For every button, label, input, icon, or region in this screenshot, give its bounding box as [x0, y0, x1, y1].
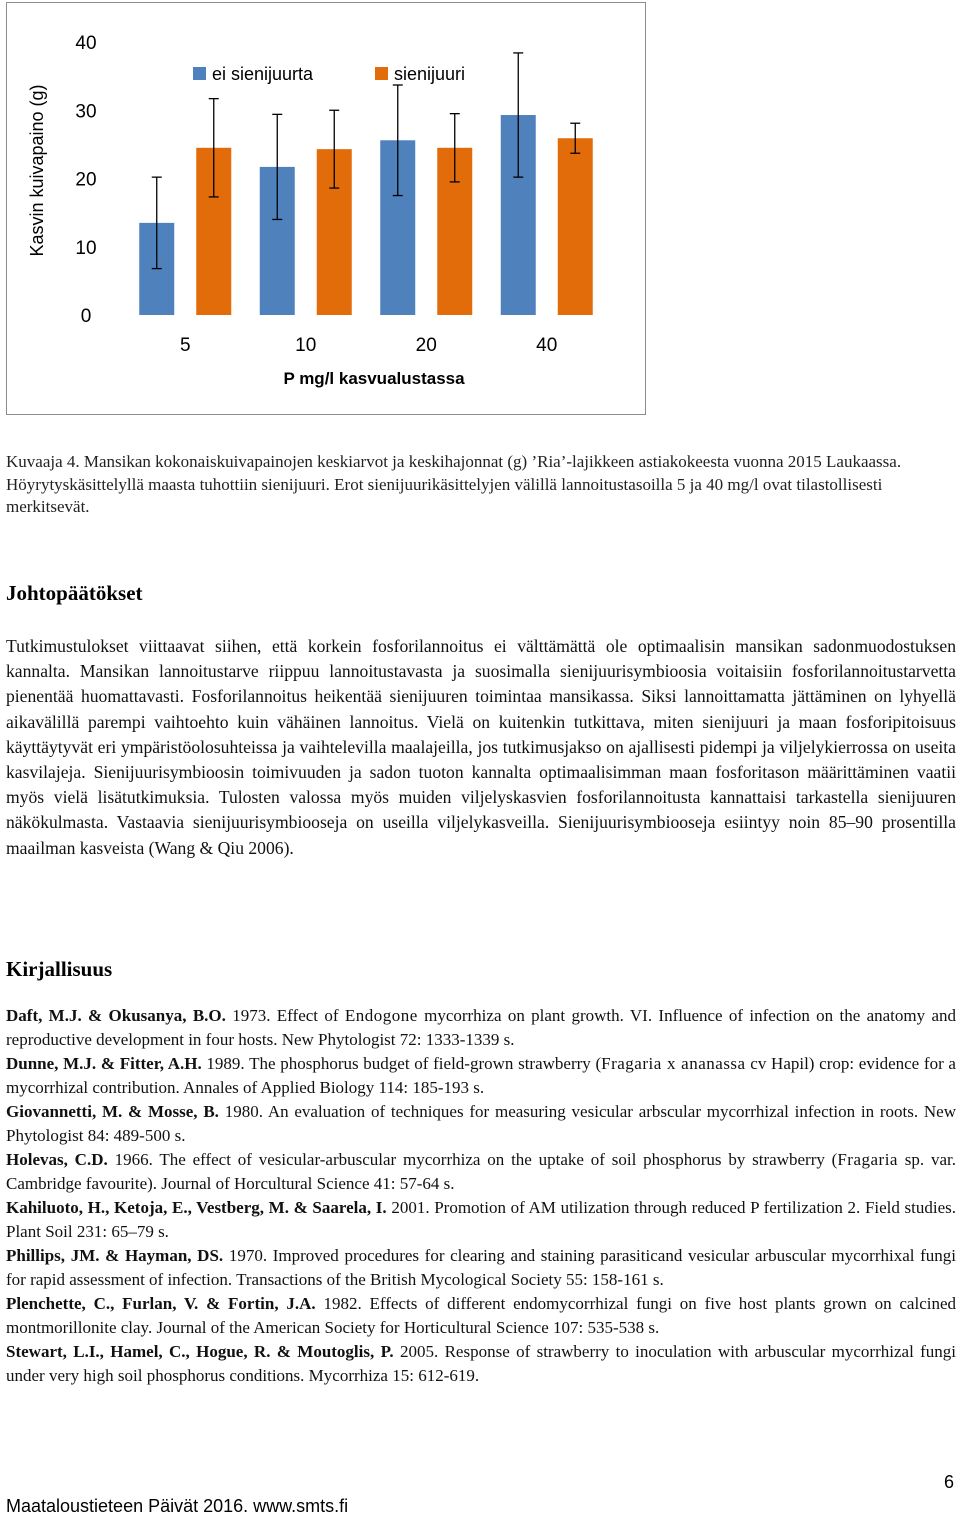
reference-pre: The phosphorus budget of field-grown strawberry ( [249, 1054, 602, 1073]
reference-pre: Effect of [276, 1006, 345, 1025]
figure-caption: Kuvaaja 4. Mansikan kokonaiskuivapainojen keskiarvot ja keskihajonnat (g) ’Ria’-lajikkeen astiakokeesta vuonna 2015 Laukaassa. Höyrytyskäsittelyllä maasta tuhottiin sienijuuri. Erot sienijuurikäsittelyjen välillä lannoitustasoilla 5 ja 40 mg/l ovat tilastollisesti merkitsevät. [6, 452, 902, 516]
legend-label: ei sienijuurta [212, 64, 314, 84]
y-tick-label: 10 [75, 237, 97, 259]
reference-year: 2001. [391, 1198, 430, 1217]
reference-authors: Kahiluoto, H., Ketoja, E., Vestberg, M. & Saarela, I. [6, 1198, 387, 1217]
legend-label: sienijuuri [394, 64, 466, 84]
y-tick-label: 40 [75, 33, 97, 54]
reference-pre: Promotion of AM utilization through reduced P fertilization 2. Field studies. Plant Soil 231: 65–79 s. [6, 1198, 957, 1241]
reference-year: 1966. [114, 1150, 153, 1169]
y-tick-label: 30 [75, 101, 97, 123]
reference-authors: Holevas, C.D. [6, 1150, 108, 1169]
reference-pre: Response of strawberry to inoculation with arbuscular mycorrhizal fungi under very high soil phosphorus conditions. Mycorrhiza 15: 612-619. [6, 1342, 957, 1385]
reference-item [6, 1244, 956, 1292]
bar-chart [6, 2, 646, 415]
page-footer: Maataloustieteen Päivät 2016. www.smts.fi [6, 1496, 349, 1516]
reference-year: 1970. [228, 1246, 268, 1265]
reference-authors: Dunne, M.J. & Fitter, A.H. [6, 1054, 202, 1073]
reference-item [6, 1340, 956, 1388]
reference-list [6, 1004, 956, 1388]
conclusions-paragraph: Tutkimustulokset viittaavat siihen, että korkein fosforilannoitus ei välttämättä ole optimaalisin mansikan sadonmuodostuksen kannalta. Mansikan lannoitustarve riippuu lannoitustavasta ja suosimalla sienijuurisymbioosia voitaisiin fosforilannoitustarvetta pienentää huomattavasti. Fosforilannoitus heikentää sienijuuren toimintaa mansikassa. Siksi lannoittamatta jättäminen on lyhyellä aikavälillä parempi vaihtoehto kuin vähäinen lannoitus. Vielä on kuitenkin tutkittava, miten sienijuuri ja maan fosforipitoisuus käyttäytyvät eri ympäristöolosuhteissa ja vaihtelevilla maalajeilla, jos tutkimusjakso on ajallisesti pidempi ja viljelykierrossa on useita kasvilajeja. Sienijuurisymbioosin toimivuuden ja sadon tuoton kannalta optimaalisimman maan fosforitason määrittäminen vaatii myös vielä lisätutkimuksia. Tulosten valossa myös muiden viljelyskasvien fosforilannoitusta kannattaisi tarkastella sienijuuren näkökulmasta. Vastaavia sienijuurisymbiooseja on useilla viljelykasveilla. Sienijuurisymbiooseja esiintyy noin 85–90 prosentilla maailman kasveista (Wang & Qiu 2006). [6, 636, 956, 858]
reference-year: 1982. [323, 1294, 362, 1313]
legend-swatch [193, 67, 206, 80]
y-tick-label: 20 [75, 169, 97, 191]
reference-year: 1980. [224, 1102, 263, 1121]
reference-pre: Improved procedures for clearing and staining parasiticand vesicular arbuscular mycorrhixal fungi for rapid assessment of infection. Transactions of the British Mycological Society 55: 158-161 s. [6, 1246, 957, 1289]
bar-fungus [558, 138, 593, 315]
reference-authors: Giovannetti, M. & Mosse, B. [6, 1102, 219, 1121]
reference-item [6, 1196, 956, 1244]
reference-italic: Fragaria x ananassa [601, 1054, 746, 1073]
reference-authors: Stewart, L.I., Hamel, C., Hogue, R. & Moutoglis, P. [6, 1342, 394, 1361]
reference-authors: Plenchette, C., Furlan, V. & Fortin, J.A. [6, 1294, 316, 1313]
chart-canvas [7, 3, 645, 414]
x-axis-label: P mg/l kasvualustassa [283, 369, 465, 388]
reference-post: cv Hapil) crop: evidence for a mycorrhizal contribution. Annales of Applied Biology 114: 185-193 s. [6, 1054, 956, 1097]
x-tick-label: 10 [295, 335, 317, 356]
legend-swatch [375, 67, 388, 80]
y-axis-label: Kasvin kuivapaino (g) [27, 84, 47, 257]
reference-year: 1973. [232, 1006, 271, 1025]
references-heading: Kirjallisuus [6, 957, 113, 981]
reference-pre: An evaluation of techniques for measuring vesicular arbscular mycorrhizal infection in roots. New Phytologist 84: 489-500 s. [6, 1102, 957, 1145]
reference-year: 2005. [400, 1342, 439, 1361]
reference-italic: Endogone [344, 1006, 418, 1025]
reference-item [6, 1148, 956, 1196]
reference-item [6, 1004, 956, 1052]
reference-item [6, 1052, 956, 1100]
reference-authors: Phillips, JM. & Hayman, DS. [6, 1246, 224, 1265]
y-tick-label: 0 [80, 306, 92, 327]
reference-post: sp. var. Cambridge favourite). Journal of Horcultural Science 41: 57-64 s. [6, 1150, 957, 1193]
reference-authors: Daft, M.J. & Okusanya, B.O. [6, 1006, 226, 1025]
conclusions-heading: Johtopäätökset [6, 581, 143, 605]
reference-italic: Fragaria [837, 1150, 898, 1169]
reference-item [6, 1100, 956, 1148]
x-tick-label: 5 [179, 335, 191, 356]
x-tick-label: 40 [536, 335, 558, 356]
reference-item [6, 1292, 956, 1340]
reference-year: 1989. [206, 1054, 245, 1073]
reference-pre: The effect of vesicular-arbuscular mycorrhiza on the uptake of soil phosphorus by strawberry ( [159, 1150, 838, 1169]
reference-post: mycorrhiza on plant growth. VI. Influence of infection on the anatomy and reproductive development in four hosts. New Phytologist 72: 1333-1339 s. [6, 1006, 956, 1049]
reference-pre: Effects of different endomycorrhizal fungi on five host plants grown on calcined montmorillonite clay. Journal of the American Society for Horticultural Science 107: 535-538 s. [6, 1294, 957, 1337]
page-number: 6 [943, 1472, 954, 1492]
x-tick-label: 20 [415, 335, 437, 356]
